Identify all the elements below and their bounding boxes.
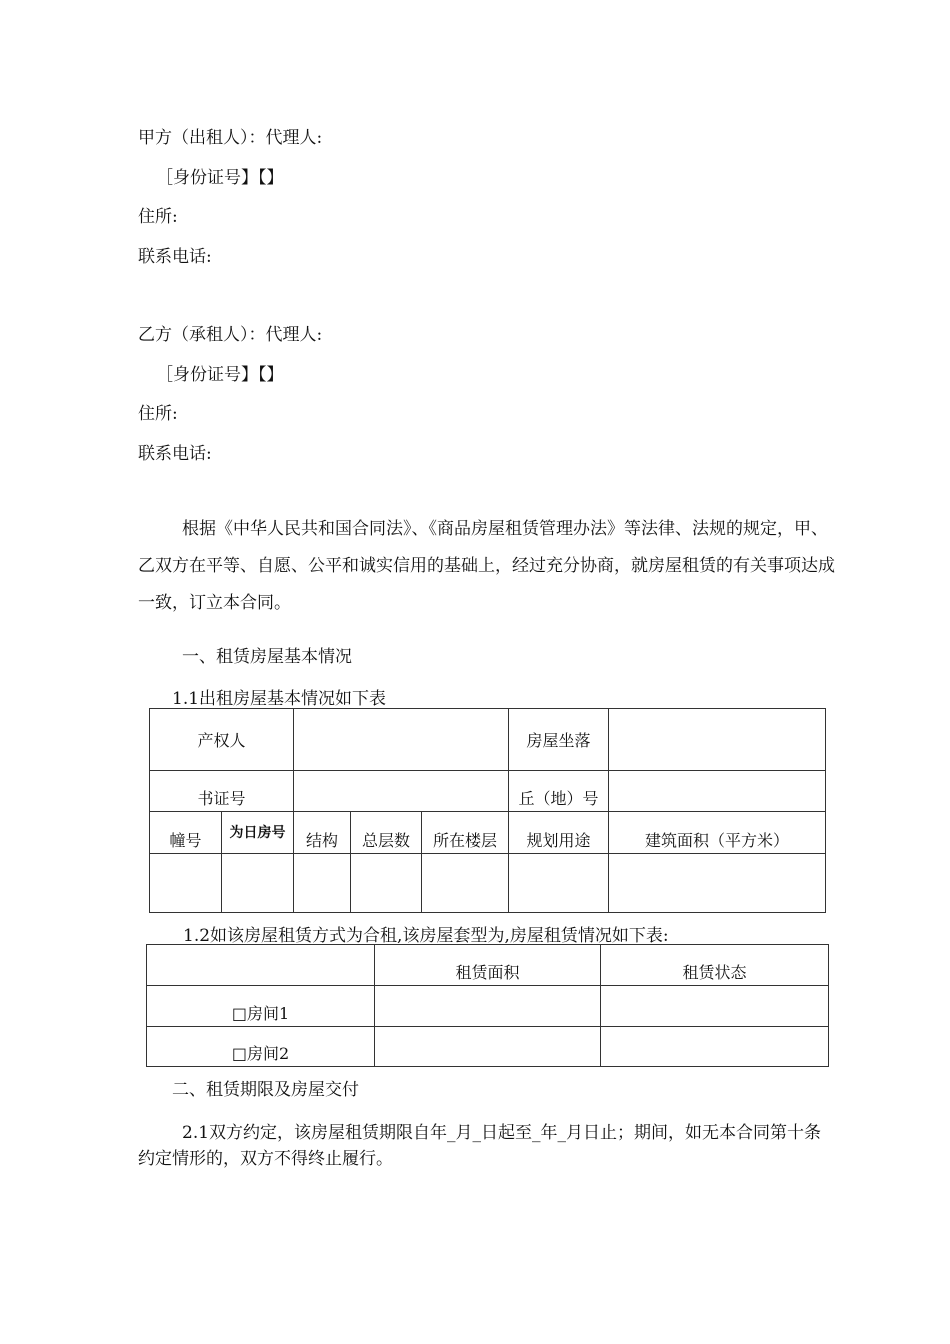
room-no-value	[222, 854, 294, 913]
owner-value	[294, 709, 509, 771]
rental-area-header: 租赁面积	[375, 945, 601, 986]
location-value	[609, 709, 826, 771]
room1-label: □房间1	[147, 986, 375, 1027]
room1-status	[601, 986, 829, 1027]
usage-value	[509, 854, 609, 913]
total-floors-label: 总层数	[351, 812, 422, 854]
total-floors-value	[351, 854, 422, 913]
house-info-table	[149, 708, 826, 913]
party-b-phone: 联系电话:	[138, 444, 212, 464]
building-no-value	[150, 854, 222, 913]
party-a-phone: 联系电话:	[138, 247, 212, 267]
room2-label: □房间2	[147, 1027, 375, 1067]
shared-rental-table	[146, 944, 829, 1067]
party-b-id-line: ［身份证号】【】	[156, 365, 284, 385]
room2-status	[601, 1027, 829, 1067]
cert-no-value	[294, 771, 509, 812]
section2-title: 二、租赁期限及房屋交付	[172, 1080, 359, 1100]
area-label: 建筑面积（平方米）	[609, 812, 826, 854]
building-no-label: 幢号	[150, 812, 222, 854]
room-no-label: 为日房号	[222, 812, 294, 854]
section1-sub1: 1.1出租房屋基本情况如下表	[172, 689, 387, 709]
floor-value	[422, 854, 509, 913]
party-b-heading: 乙方（承租人）：代理人:	[138, 325, 323, 345]
party-a-address: 住所:	[138, 207, 178, 227]
party-b-address: 住所:	[138, 404, 178, 424]
party-a-id-line: ［身份证号】【】	[156, 168, 284, 188]
cert-no-label: 书证号	[150, 771, 294, 812]
corner-cell	[147, 945, 375, 986]
lot-no-value	[609, 771, 826, 812]
party-a-heading: 甲方（出租人）：代理人:	[138, 128, 323, 148]
lot-no-label: 丘（地）号	[509, 771, 609, 812]
section1-sub2: 1.2如该房屋租赁方式为合租,该房屋套型为,房屋租赁情况如下表:	[183, 926, 669, 946]
room1-area	[375, 986, 601, 1027]
owner-label: 产权人	[150, 709, 294, 771]
room2-area	[375, 1027, 601, 1067]
floor-label: 所在楼层	[422, 812, 509, 854]
usage-label: 规划用途	[509, 812, 609, 854]
clause-2-1: 2.1双方约定，该房屋租赁期限自年_月_日起至_年_月日止；期间，如无本合同第十条约定情形的，双方不得终止履行。	[138, 1123, 822, 1169]
area-value	[609, 854, 826, 913]
intro-paragraph: 根据《中华人民共和国合同法》、《商品房屋租赁管理办法》等法律、法规的规定，甲、乙双方在平等、自愿、公平和诚实信用的基础上，经过充分协商，就房屋租赁的有关事项达成一致，订立本合同。	[138, 519, 835, 613]
section1-title: 一、租赁房屋基本情况	[182, 647, 352, 667]
structure-value	[294, 854, 351, 913]
location-label: 房屋坐落	[509, 709, 609, 771]
structure-label: 结构	[294, 812, 351, 854]
rental-status-header: 租赁状态	[601, 945, 829, 986]
